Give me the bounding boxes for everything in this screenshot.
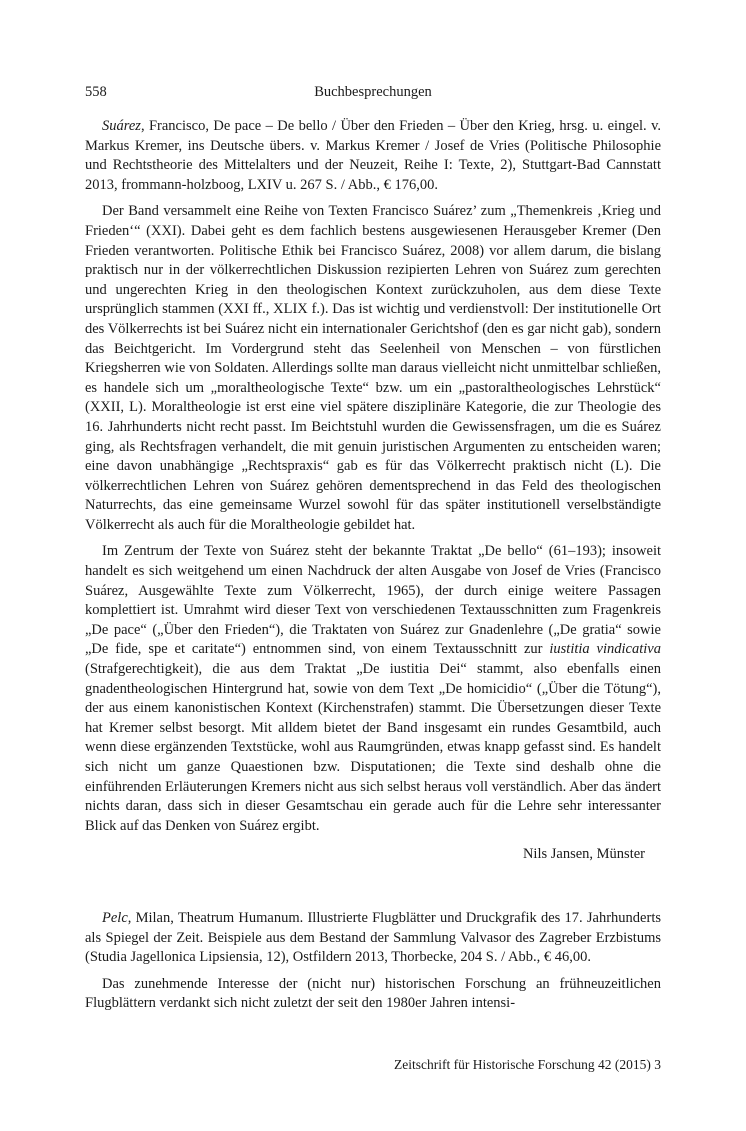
citation-details: , Milan, Theatrum Humanum. Illustrierte Flugblätter und Druckgrafik des 17. Jahrhunderts als Spiegel der Zeit. Beispiele aus dem Bestand der Sammlung Valvasor des Zagreber Erzbistums (Studia Jagellonica Lipsiensia, 12), Ostfildern 2013, Thorbecke, 204 S. / Abb., € 46,00. [85,909,661,966]
paragraph-text: Im Zentrum der Texte von Suárez steht der bekannte Traktat „De bello“ (61–193); insoweit handelt es sich weitgehend um einen Nachdruck der alten Ausgabe von Josef de Vries (Francisco Suárez, Ausgewählte Texte zum Völkerrecht, 1965), der durch einige weitere Passagen komplettiert ist. Umrahmt wird dieser Text von verschiedenen Textausschnitten zum Fragenkreis „De pace“ („Über den Frieden“), die Traktaten von Suárez zur Gnadenlehre („De gratia“ sowie „De fide, spe et caritate“) entnommen sind, von einem Textausschnitt zur [85,543,661,658]
page-header [85,82,661,102]
page-body [85,117,661,1014]
page-footer: Zeitschrift für Historische Forschung 42 (2015) 3 [394,1057,661,1072]
reviewer-signature: Nils Jansen, Münster [522,846,645,863]
running-title: Buchbesprechungen [314,84,432,100]
review-citation [85,117,661,195]
citation-author: Pelc [102,909,128,926]
page-number: 558 [85,84,107,100]
review-citation [85,909,661,968]
review-paragraph: Das zunehmende Interesse der (nicht nur) historischen Forschung an frühneuzeitlichen Flugblättern verdankt sich nicht zuletzt der seit den 1980er Jahren intensi- [85,975,661,1012]
review-paragraph: Der Band versammelt eine Reihe von Texten Francisco Suárez’ zum „Themenkreis ‚Krieg und Frieden‘“ (XXI). Dabei geht es dem fachlich bestens ausgewiesenen Herausgeber Kremer (Den Frieden verantworten. Politische Ethik bei Francisco Suárez, 2008) vor allem darum, die bislang praktisch nur in der völkerrechtlichen Diskussion rezipierten Lehren von Suárez zum gerechten und ungerechten Krieg in den theologischen Kontext zurückzuholen, aus dem diese Texte ursprünglich stammen (XXI ff., XLIX f.). Das ist wichtig und verdienstvoll: Der institutionelle Ort des Völkerrechts ist bei Suárez nicht ein internationaler Gerichtshof (den es gar nicht gab), sondern das Beichtgericht. Im Vordergrund steht das Seelenheil von Menschen – von fürstlichen Kriegsherren wie von Soldaten. Allerdings sollte man daraus vielleicht nicht unmittelbar schließen, es handele sich um „moraltheologische Texte“ bzw. um ein „pastoraltheologisches Lehrstück“ (XXII, L). Moraltheologie ist erst eine viel spätere disziplinäre Kategorie, die zur Theologie des 16. Jahrhunderts nicht recht passt. Im Beichtstuhl wurden die Gewissensfragen, um die es Suárez ging, als Rechtsfragen verhandelt, die mit genuin juristischen Argumenten zu entscheiden waren; eine davon unabhängige „Rechtspraxis“ gab es für das Völkerrecht praktisch nicht (L). Die völkerrechtlichen Lehren von Suárez gehören dementsprechend in das Feld des theologischen Naturrechts, das eine gemeinsame Wurzel sowohl für das später institutionell verselbständigte Völkerrecht als auch für die Moraltheologie gebildet hat. [85,203,661,533]
paragraph-text: (Strafgerechtigkeit), die aus dem Traktat „De iustitia Dei“ stammt, also ebenfalls einen gnadentheologischen Hintergrund hat, sowie von dem Text „De homicidio“ („Über die Tötung“), der aus einem kanonistischen Kontext (Kirchenstrafen) stammt. Die Übersetzungen dieser Texte hat Kremer selbst besorgt. Mit alldem bietet der Band insgesamt ein rundes Gesamtbild, auch wenn diese ergänzenden Textstücke, wohl aus Raumgründen, etwas knapp gefasst sind. Es handelt sich nicht um ganze Quaestionen bzw. Disputationen; die Texte sind deshalb ohne die einführenden Erläuterungen Kremers nicht aus sich selbst heraus voll verständlich. Aber das ändert nichts daran, dass sich in dieser Gesamtschau ein gerade auch für die Lehre sehr interessanter Blick auf das Denken von Suárez ergibt. [85,661,661,834]
review-paragraph [85,542,661,836]
citation-details: , Francisco, De pace – De bello / Über den Frieden – Über den Krieg, hrsg. u. eingel. v. Markus Kremer, ins Deutsche übers. v. Markus Kremer / Josef de Vries (Politische Philosophie und Rechtstheorie des Mittelalters und der Neuzeit, Reihe I: Texte, 2), Stuttgart-Bad Cannstatt 2013, frommann-holzboog, LXIV u. 267 S. / Abb., € 176,00. [85,118,661,193]
italic-term: iustitia vindicativa [549,641,661,658]
citation-author: Suárez [102,118,141,134]
